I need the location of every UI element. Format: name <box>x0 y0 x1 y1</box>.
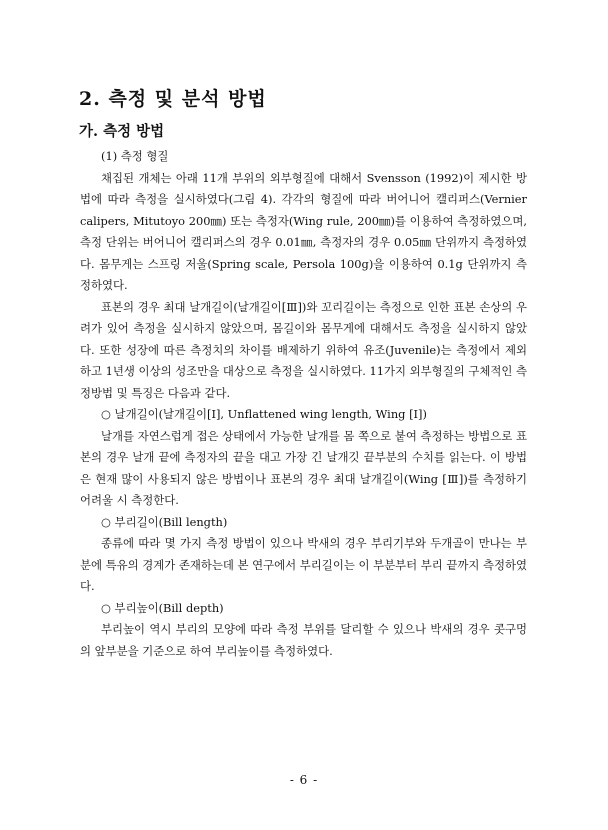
page-number: - 6 - <box>289 773 319 787</box>
paragraph: 부리높이 역시 부리의 모양에 따라 측정 부위를 달리할 수 있으나 박새의 경우 콧구멍의 앞부분을 기준으로 하여 부리높이를 측정하였다. <box>80 622 527 658</box>
section-heading: 2. 측정 및 분석 방법 <box>79 88 267 110</box>
paragraph: (1) 측정 형질 <box>101 149 169 163</box>
paragraph: 표본의 경우 최대 날개길이(날개길이[Ⅲ])와 꼬리길이는 측정으로 인한 표본 손상의 우려가 있어 측정을 실시하지 않았으며, 몸길이와 몸무게에 대해서도 측정을 실시하지 않았다. 또한 성장에 따른 측정치의 차이를 배제하기 위하여 유조(Juvenile)는 측정에서 제외하고 1년생 이상의 성조만을 대상으로 측정을 실시하였다. 11가지 외부형질의 구체적인 측정방법 및 특징은 다음과 같다. <box>80 299 527 400</box>
paragraph: 채집된 개체는 아래 11개 부위의 외부형질에 대해서 Svensson (1992)이 제시한 방법에 따라 측정을 실시하였다(그림 4). 각각의 형질에 따라 버어니어 캘리퍼스(Vernier calipers, Mitutoyo 200㎜) 또는 측정자(Wing rule, 200㎜)를 이용하여 측정하였으며, 측정 단위는 버어니어 캘리퍼스의 경우 0.01㎜, 측정자의 경우 0.05㎜ 단위까지 측정하였다. 몸무게는 스프링 저울(Spring scale, Persola 100g)을 이용하여 0.1g 단위까지 측정하였다. <box>80 170 527 292</box>
paragraph: ○ 날개길이(날개길이[I], Unflattened wing length, Wing [I]) <box>101 407 427 421</box>
paragraph: ○ 부리길이(Bill length) <box>101 514 228 529</box>
body-text <box>80 146 527 662</box>
paragraph: ○ 부리높이(Bill depth) <box>101 600 224 615</box>
subsection-heading: 가. 측정 방법 <box>79 123 165 140</box>
paragraph: 종류에 따라 몇 가지 측정 방법이 있으나 박새의 경우 부리기부와 두개골이 만나는 부분에 특유의 경계가 존재하는데 본 연구에서 부리길이는 이 부분부터 부리 끝까지 측정하였다. <box>80 536 527 593</box>
paragraph: 날개를 자연스럽게 접은 상태에서 가능한 날개를 몸 쪽으로 붙여 측정하는 방법으로 표본의 경우 날개 끝에 측정자의 끝을 대고 가장 긴 날개깃 끝부분의 수치를 읽는다. 이 방법은 현재 많이 사용되지 않은 방법이나 표본의 경우 최대 날개길이(Wing [Ⅲ])를 측정하기 어려울 시 측정한다. <box>80 428 527 507</box>
